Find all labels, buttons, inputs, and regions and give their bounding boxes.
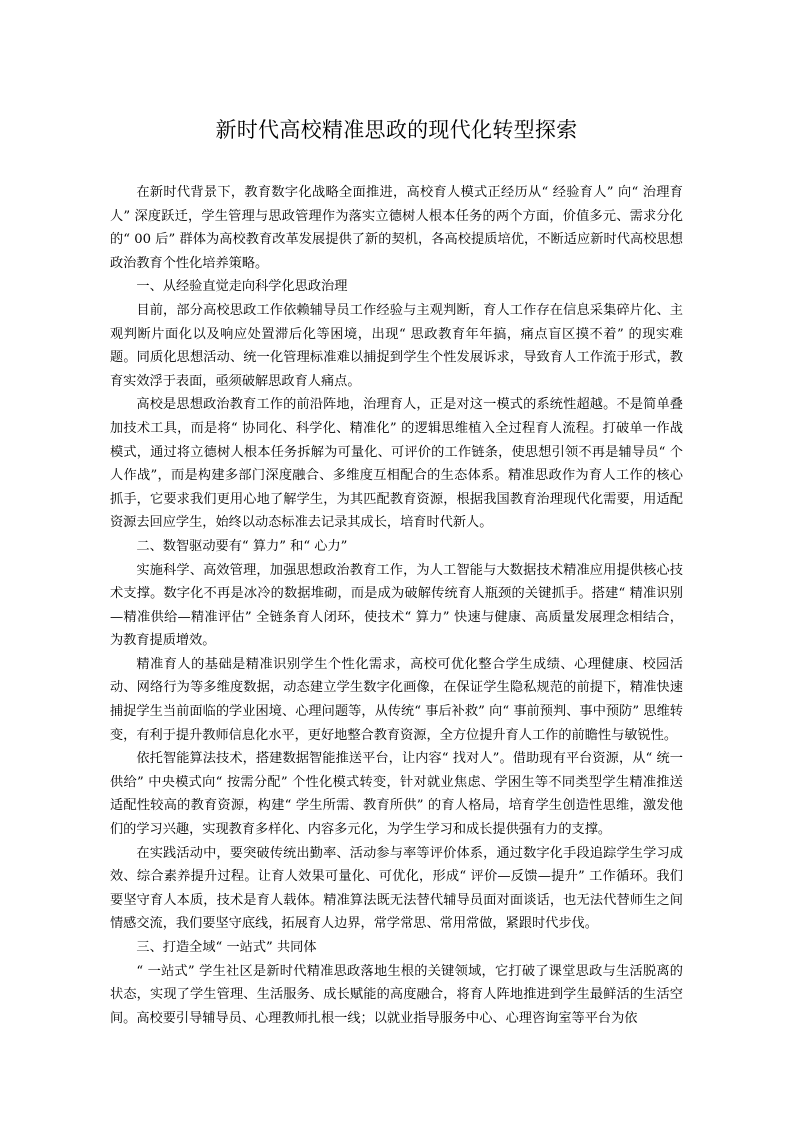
document-title: 新时代高校精准思政的现代化转型探索 bbox=[215, 118, 578, 142]
intro-paragraph: 在新时代背景下，教育数字化战略全面推进，高校育人模式正经历从“ 经验育人” 向“ 治理育人” 深度跃迁，学生管理与思政管理作为落实立德树人根本任务的两个方面，价值多元、需求分化的“ 00 后” 群体为高校教育改革发展提供了新的契机，各高校提质培优，不断适应新时代高校思想政治教育个性化培养策略。 bbox=[110, 185, 683, 271]
body-paragraph: 实施科学、高效管理，加强思想政治教育工作，为人工智能与大数据技术精准应用提供核心技术支撑。数字化不再是冰冷的数据堆砌，而是成为破解传统育人瓶颈的关键抓手。搭建“ 精准识别—精准供给—精准评估” 全链条育人闭环，使技术“ 算力” 快速与健康、高质量发展理念相结合，为教育提质增效。 bbox=[110, 562, 683, 649]
section-heading-2: 二、数智驱动要有“ 算力” 和“ 心力” bbox=[136, 538, 348, 554]
body-paragraph: 精准育人的基础是精准识别学生个性化需求，高校可优化整合学生成绩、心理健康、校园活动、网络行为等多维度数据，动态建立学生数字化画像，在保证学生隐私规范的前提下，精准快速捕捉学生当前面临的学业困境、心理问题等，从传统“ 事后补救” 向“ 事前预判、事中预防” 思维转变，有利于提升教师信息化水平，更好地整合教育资源，全方位提升育人工作的前瞻性与敏锐性。 bbox=[110, 656, 683, 743]
section-heading-1: 一、从经验直觉走向科学化思政治理 bbox=[136, 279, 348, 295]
body-paragraph: 目前，部分高校思政工作依赖辅导员工作经验与主观判断，育人工作存在信息采集碎片化、主观判断片面化以及响应处置滞后化等困境，出现“ 思政教育年年搞，痛点盲区摸不着” 的现实难题。同质化思想活动、统一化管理标准难以捕捉到学生个性发展诉求，导致育人工作流于形式，教育实效浮于表面，亟须破解思政育人痛点。 bbox=[110, 302, 683, 389]
section-heading-3: 三、打造全域“ 一站式” 共同体 bbox=[136, 940, 317, 955]
body-paragraph: 依托智能算法技术，搭建数据智能推送平台，让内容“ 找对人”。借助现有平台资源，从“ 统一供给” 中央模式向“ 按需分配” 个性化模式转变，针对就业焦虑、学困生等不同类型学生精准推送适配性较高的教育资源，构建“ 学生所需、教育所供” 的育人格局，培育学生创造性思维，激发他们的学习兴趣，实现教育多样化、内容多元化，为学生学习和成长提供强有力的支撑。 bbox=[110, 751, 683, 838]
document-body bbox=[110, 181, 683, 1030]
body-paragraph: “ 一站式” 学生社区是新时代精准思政落地生根的关键领域，它打破了课堂思政与生活脱离的状态，实现了学生管理、生活服务、成长赋能的高度融合，将育人阵地推进到学生最鲜活的生活空间。高校要引导辅导员、心理教师扎根一线；以就业指导服务中心、心理咨询室等平台为依 bbox=[110, 963, 683, 1026]
body-paragraph: 在实践活动中，要突破传统出勤率、活动参与率等评价体系，通过数字化手段追踪学生学习成效、综合素养提升过程。让育人效果可量化、可优化，形成“ 评价—反馈—提升” 工作循环。我们要坚守育人本质，技术是育人载体。精准算法既无法替代辅导员面对面谈话，也无法代替师生之间情感交流，我们要坚守底线，拓展育人边界，常学常思、常用常做，紧跟时代步伐。 bbox=[110, 845, 683, 932]
body-paragraph: 高校是思想政治教育工作的前沿阵地，治理育人，正是对这一模式的系统性超越。不是简单叠加技术工具，而是将“ 协同化、科学化、精准化” 的逻辑思维植入全过程育人流程。打破单一作战模式，通过将立德树人根本任务拆解为可量化、可评价的工作链条，使思想引领不再是辅导员“ 个人作战”，而是构建多部门深度融合、多维度互相配合的生态体系。精准思政作为育人工作的核心抓手，它要求我们更用心地了解学生，为其匹配教育资源，根据我国教育治理现代化需要，用适配资源去回应学生，始终以动态标准去记录其成长，培育时代新人。 bbox=[110, 397, 683, 531]
